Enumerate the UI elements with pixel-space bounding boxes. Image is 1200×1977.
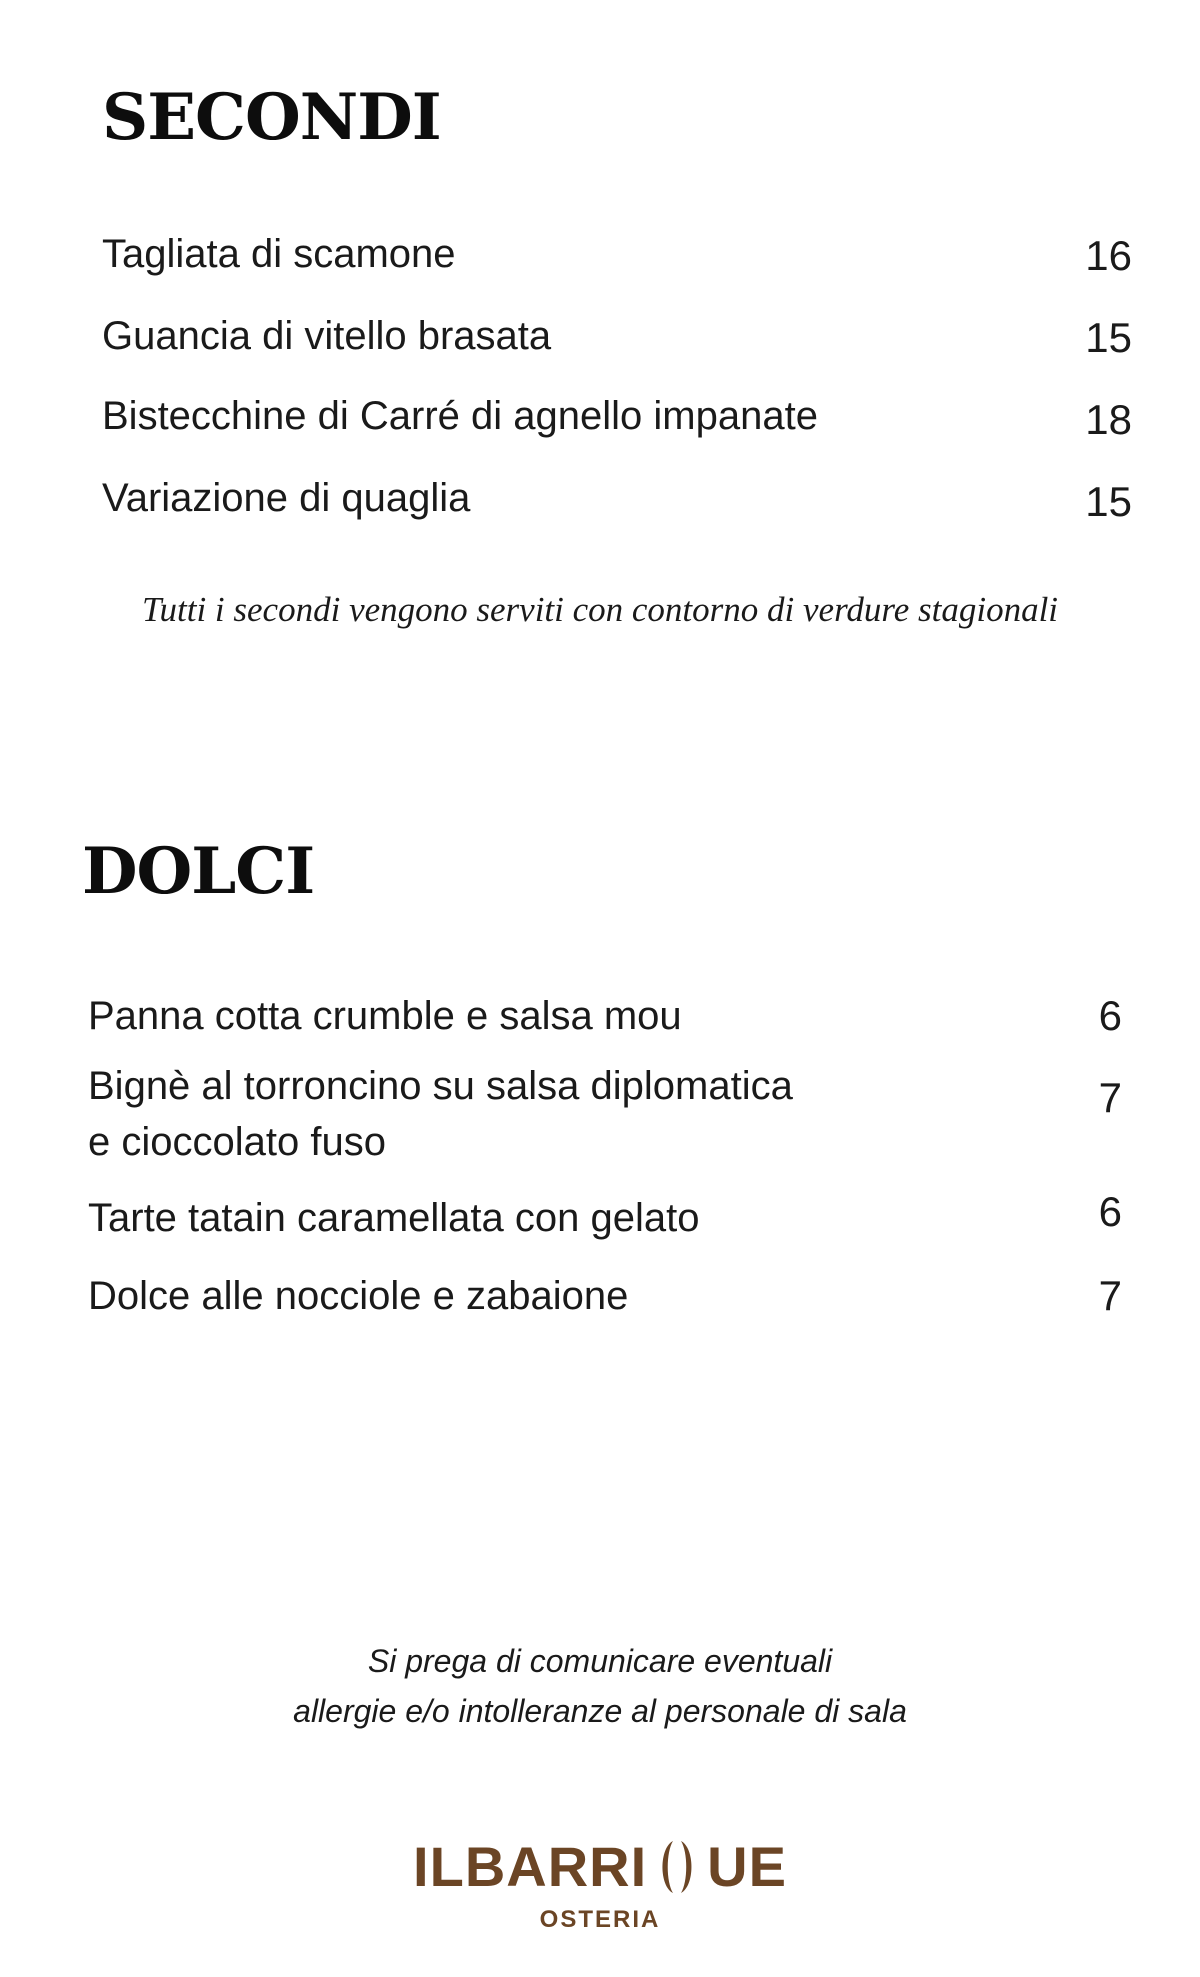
menu-item-price: 7 xyxy=(1098,1272,1122,1319)
logo-text-right: UE xyxy=(707,1835,787,1898)
menu-item-name: Tagliata di scamone xyxy=(102,232,456,276)
logo-subtitle: OSTERIA xyxy=(539,1906,661,1933)
menu-item-name: Bignè al torroncino su salsa diplomatica xyxy=(88,1064,793,1108)
menu-item-name-continued: e cioccolato fuso xyxy=(88,1120,386,1164)
allergy-note-line2: allergie e/o intolleranze al personale di sala xyxy=(293,1693,907,1729)
menu-item-name: Tarte tatain caramellata con gelato xyxy=(88,1196,700,1240)
menu-item-name: Bistecchine di Carré di agnello impanate xyxy=(102,394,818,438)
secondi-title: SECONDI xyxy=(102,80,441,155)
secondi-note: Tutti i secondi vengono serviti con contorno di verdure stagionali xyxy=(141,590,1059,629)
menu-item-price: 18 xyxy=(1085,396,1132,443)
menu-item-name: Variazione di quaglia xyxy=(102,476,471,520)
menu-item-price: 16 xyxy=(1085,232,1132,279)
menu-item-price: 6 xyxy=(1098,1188,1122,1235)
menu-item-price: 6 xyxy=(1098,992,1122,1039)
dolci-title: DOLCI xyxy=(82,834,315,909)
menu-item-name: Dolce alle nocciole e zabaione xyxy=(88,1274,629,1318)
logo-text-left: ILBARRI xyxy=(413,1835,648,1898)
barrique-icon xyxy=(651,1838,703,1896)
menu-item-price: 7 xyxy=(1098,1074,1122,1121)
menu-item-name: Guancia di vitello brasata xyxy=(102,314,552,358)
restaurant-logo xyxy=(0,1835,1200,1934)
menu-item-name: Panna cotta crumble e salsa mou xyxy=(88,994,682,1038)
allergy-note-line1: Si prega di comunicare eventuali xyxy=(367,1643,833,1679)
menu-item-price: 15 xyxy=(1085,478,1132,525)
menu-item-price: 15 xyxy=(1085,314,1132,361)
